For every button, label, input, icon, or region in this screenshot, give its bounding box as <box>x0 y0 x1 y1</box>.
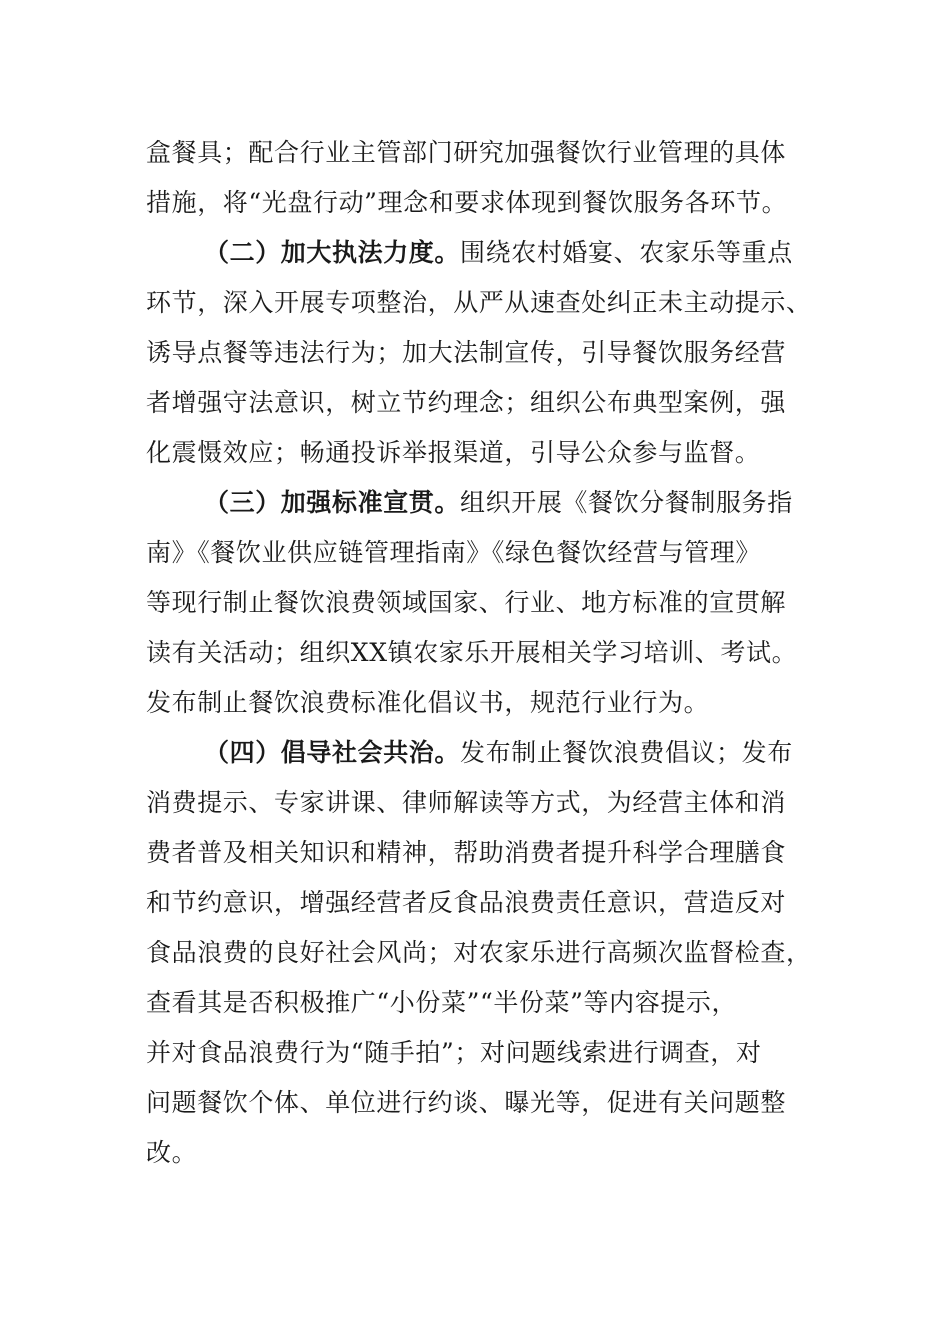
text-line: 查看其是否积极推广“小份菜”“半份菜”等内容提示， <box>146 988 738 1017</box>
section-text: 组织开展《餐饮分餐制服务指 <box>460 488 793 517</box>
text-line: 问题餐饮个体、单位进行约谈、曝光等，促进有关问题整 <box>146 1088 787 1117</box>
text-line: 环节，深入开展专项整治，从严从速查处纠正未主动提示、 <box>146 288 812 317</box>
section-heading: （四）倡导社会共治。 <box>204 738 461 767</box>
text-line: 南》《餐饮业供应链管理指南》《绿色餐饮经营与管理》 <box>146 538 762 567</box>
text-line: 诱导点餐等违法行为；加大法制宣传，引导餐饮服务经营 <box>146 338 787 367</box>
text-line: 食品浪费的良好社会风尚；对农家乐进行高频次监督检查， <box>146 938 812 967</box>
section-4-first-line <box>146 728 826 778</box>
text-line: 读有关活动；组织XX镇农家乐开展相关学习培训、考试。 <box>146 638 798 667</box>
text-line: 化震慑效应；畅通投诉举报渠道，引导公众参与监督。 <box>146 438 761 467</box>
text-line: 措施，将“光盘行动”理念和要求体现到餐饮服务各环节。 <box>146 188 788 217</box>
section-2-first-line <box>146 228 826 278</box>
text-line: 改。 <box>146 1138 198 1167</box>
section-3-first-line <box>146 478 826 528</box>
text-line: 和节约意识，增强经营者反食品浪费责任意识，营造反对 <box>146 888 787 917</box>
text-line: 消费提示、专家讲课、律师解读等方式，为经营主体和消 <box>146 788 787 817</box>
section-text: 围绕农村婚宴、农家乐等重点 <box>460 238 793 267</box>
text-line: 费者普及相关知识和精神，帮助消费者提升科学合理膳食 <box>146 838 787 867</box>
text-line: 并对食品浪费行为“随手拍”；对问题线索进行调查，对 <box>146 1038 762 1067</box>
text-line: 等现行制止餐饮浪费领域国家、行业、地方标准的宣贯解 <box>146 588 787 617</box>
text-line: 发布制止餐饮浪费标准化倡议书，规范行业行为。 <box>146 688 710 717</box>
text-line: 盒餐具；配合行业主管部门研究加强餐饮行业管理的具体 <box>146 138 787 167</box>
section-text: 发布制止餐饮浪费倡议；发布 <box>460 738 793 767</box>
document-body <box>146 128 826 1178</box>
section-heading: （二）加大执法力度。 <box>204 238 461 267</box>
text-line: 者增强守法意识，树立节约理念；组织公布典型案例，强 <box>146 388 787 417</box>
section-heading: （三）加强标准宣贯。 <box>204 488 461 517</box>
